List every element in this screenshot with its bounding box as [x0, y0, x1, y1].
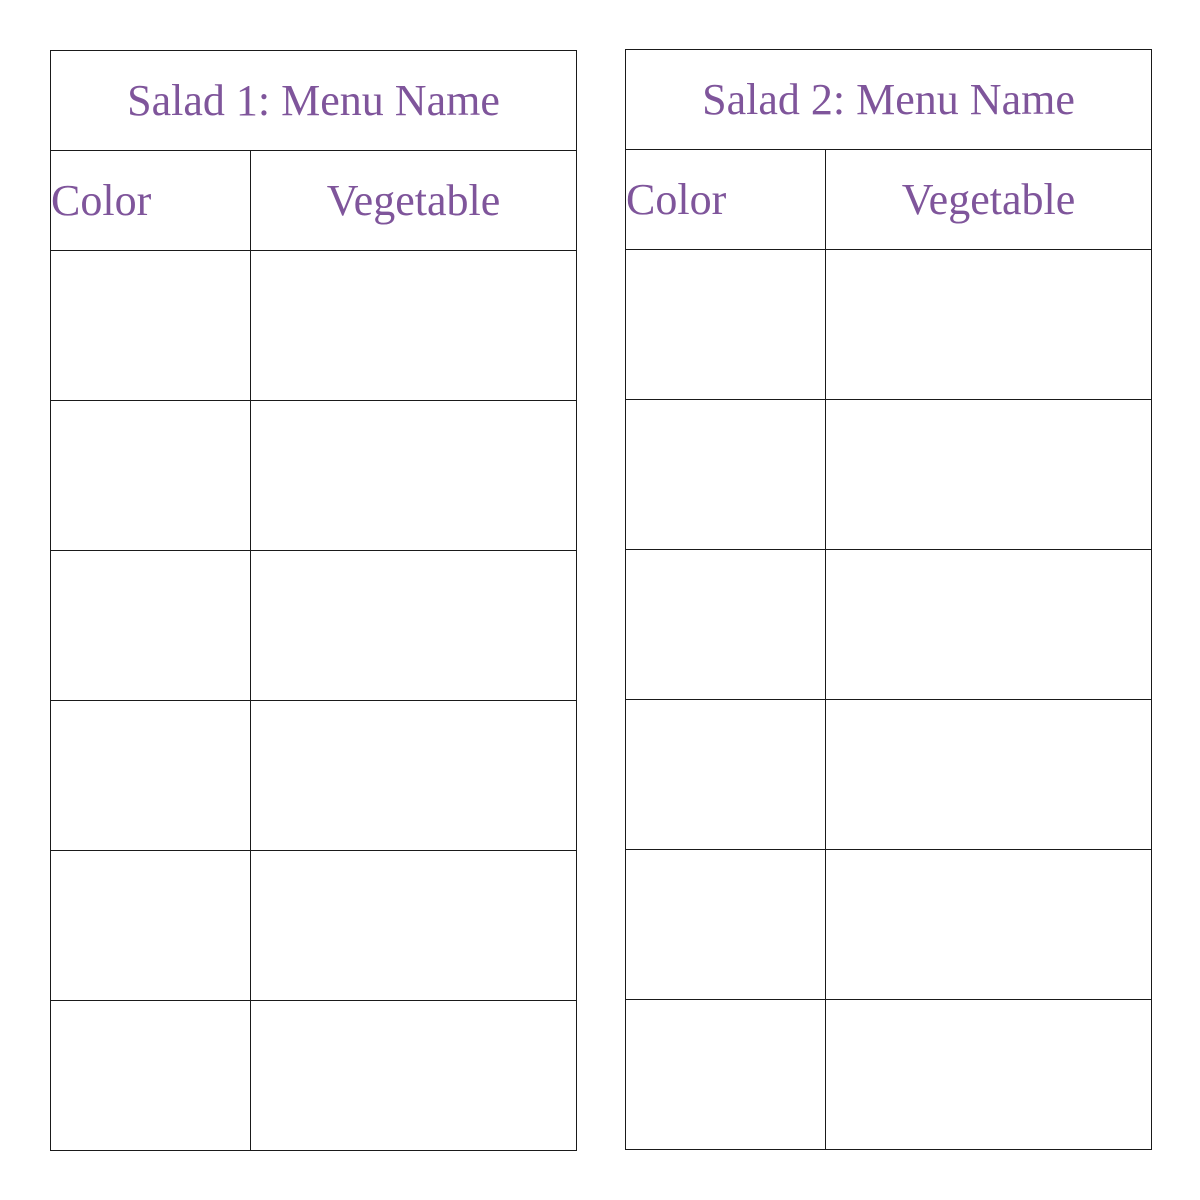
- title-row: [51, 51, 577, 151]
- header-row: [51, 151, 577, 251]
- table-row: [51, 251, 577, 401]
- vegetable-cell[interactable]: [826, 400, 1152, 550]
- table-row: [51, 701, 577, 851]
- vegetable-cell[interactable]: [251, 251, 577, 401]
- table-row: [626, 250, 1152, 400]
- color-column-header: Color: [626, 150, 826, 250]
- table-row: [626, 1000, 1152, 1150]
- vegetable-column-header: Vegetable: [826, 150, 1152, 250]
- vegetable-cell[interactable]: [826, 1000, 1152, 1150]
- title-row: [626, 50, 1152, 150]
- vegetable-cell[interactable]: [251, 401, 577, 551]
- table-row: [626, 700, 1152, 850]
- table-title: Salad 1: Menu Name: [51, 51, 577, 151]
- table-row: [51, 851, 577, 1001]
- table-row: [51, 1001, 577, 1151]
- table-row: [51, 401, 577, 551]
- vegetable-cell[interactable]: [826, 700, 1152, 850]
- vegetable-cell[interactable]: [251, 551, 577, 701]
- vegetable-cell[interactable]: [251, 851, 577, 1001]
- color-cell[interactable]: [51, 251, 251, 401]
- vegetable-cell[interactable]: [251, 701, 577, 851]
- color-cell[interactable]: [626, 700, 826, 850]
- color-cell[interactable]: [626, 550, 826, 700]
- header-row: [626, 150, 1152, 250]
- vegetable-cell[interactable]: [826, 250, 1152, 400]
- color-cell[interactable]: [51, 701, 251, 851]
- color-cell[interactable]: [51, 851, 251, 1001]
- color-cell[interactable]: [626, 400, 826, 550]
- vegetable-cell[interactable]: [826, 850, 1152, 1000]
- color-cell[interactable]: [51, 401, 251, 551]
- color-cell[interactable]: [626, 1000, 826, 1150]
- table-row: [51, 551, 577, 701]
- table-row: [626, 850, 1152, 1000]
- vegetable-cell[interactable]: [826, 550, 1152, 700]
- salad-1-table: [50, 50, 577, 1151]
- color-cell[interactable]: [51, 1001, 251, 1151]
- vegetable-cell[interactable]: [251, 1001, 577, 1151]
- table-row: [626, 400, 1152, 550]
- table-title: Salad 2: Menu Name: [626, 50, 1152, 150]
- color-column-header: Color: [51, 151, 251, 251]
- table-row: [626, 550, 1152, 700]
- salad-2-table: [625, 49, 1152, 1150]
- color-cell[interactable]: [626, 250, 826, 400]
- vegetable-column-header: Vegetable: [251, 151, 577, 251]
- color-cell[interactable]: [51, 551, 251, 701]
- color-cell[interactable]: [626, 850, 826, 1000]
